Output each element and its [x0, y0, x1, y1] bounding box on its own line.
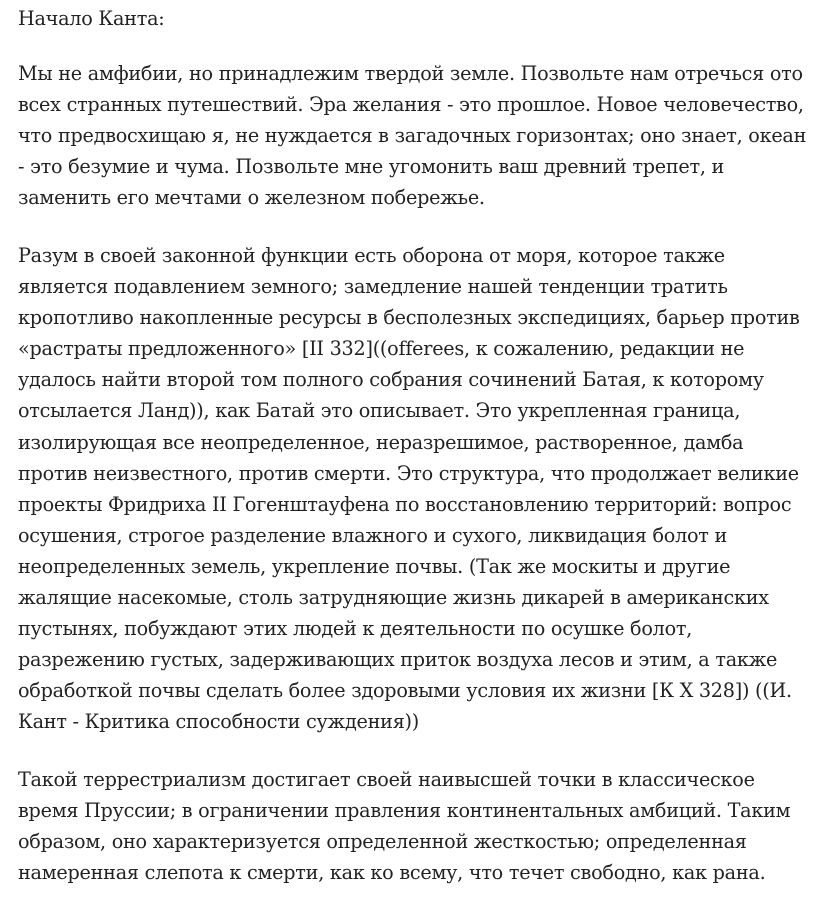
paragraph-2: Разум в своей законной функции есть оборона от моря, которое также является подавлением земного; замедление нашей тенденции тратить кропотливо накопленные ресурсы в бесполезных экспедициях, барьер против «растраты предложенного» [II 332]((offerees, к сожалению, редакции не удалось найти второй том полного собрания сочинений Батая, к которому отсылается Ланд)), как Батай это описывает. Это укрепленная граница, изолирующая все неопределенное, неразрешимое, растворенное, дамба против неизвестного, против смерти. Это структура, что продолжает великие проекты Фридриха II Гогенштауфена по восстановлению территорий: вопрос осушения, строгое разделение влажного и сухого, ликвидация болот и неопределенных земель, укрепление почвы. (Так же москиты и другие жалящие насекомые, столь затрудняющие жизнь дикарей в американских пустынях, побуждают этих людей к деятельности по осушке болот, разрежению густых, задерживающих приток воздуха лесов и этим, а также обработкой почвы сделать более здоровыми условия их жизни [К X 328]) ((И. Кант - Критика способности суждения)): [18, 244, 800, 734]
paragraph-3: Такой террестриализм достигает своей наивысшей точки в классическое время Пруссии; в ограничении правления континентальных амбиций. Таким образом, оно характеризуется определенной жесткостью; определенная намеренная слепота к смерти, как ко всему, что течет свободно, как рана.: [18, 768, 791, 885]
intro-line: Начало Канта:: [18, 7, 165, 30]
paragraph-1: Мы не амфибии, но принадлежим твердой земле. Позвольте нам отречься ото всех странных путешествий. Эра желания - это прошлое. Новое человечество, что предвосхищаю я, не нуждается в загадочных горизонтах; оно знает, океан - это безумие и чума. Позвольте мне угомонить ваш древний трепет, и заменить его мечтами о железном побережье.: [18, 62, 807, 210]
